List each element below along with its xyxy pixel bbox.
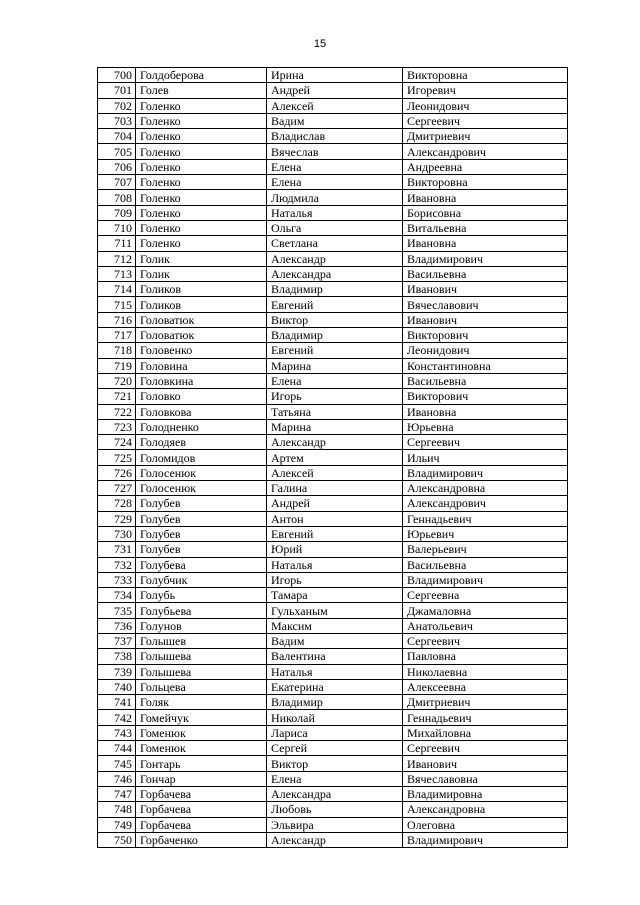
first-name: Владимир (267, 695, 403, 710)
last-name: Голубев (136, 496, 267, 511)
table-row (98, 282, 568, 297)
last-name: Голышева (136, 649, 267, 664)
table-row (98, 557, 568, 572)
first-name: Марина (267, 419, 403, 434)
patronymic: Джамаловна (403, 603, 568, 618)
patronymic: Геннадьевич (403, 511, 568, 526)
table-row (98, 465, 568, 480)
patronymic: Владимирович (403, 572, 568, 587)
last-name: Голубев (136, 511, 267, 526)
table-row (98, 511, 568, 526)
first-name: Евгений (267, 343, 403, 358)
patronymic: Владимирович (403, 465, 568, 480)
row-number: 748 (98, 802, 136, 817)
last-name: Голодяев (136, 435, 267, 450)
patronymic: Леонидович (403, 343, 568, 358)
patronymic: Сергеевич (403, 113, 568, 128)
row-number: 719 (98, 358, 136, 373)
first-name: Елена (267, 771, 403, 786)
first-name: Лариса (267, 725, 403, 740)
last-name: Горбаченко (136, 832, 267, 847)
table-row (98, 144, 568, 159)
table-row (98, 159, 568, 174)
patronymic: Олеговна (403, 817, 568, 832)
first-name: Наталья (267, 664, 403, 679)
patronymic: Викторовна (403, 175, 568, 190)
patronymic: Ивановна (403, 190, 568, 205)
first-name: Александр (267, 832, 403, 847)
first-name: Вадим (267, 633, 403, 648)
patronymic: Владимировна (403, 786, 568, 801)
last-name: Голяк (136, 695, 267, 710)
patronymic: Игоревич (403, 83, 568, 98)
row-number: 732 (98, 557, 136, 572)
patronymic: Николаевна (403, 664, 568, 679)
patronymic: Васильевна (403, 266, 568, 281)
last-name: Голик (136, 266, 267, 281)
row-number: 726 (98, 465, 136, 480)
last-name: Голубев (136, 526, 267, 541)
row-number: 744 (98, 741, 136, 756)
table-row (98, 220, 568, 235)
table-row (98, 695, 568, 710)
patronymic: Андреевна (403, 159, 568, 174)
table-row (98, 679, 568, 694)
last-name: Головина (136, 358, 267, 373)
first-name: Александра (267, 786, 403, 801)
patronymic: Александровна (403, 481, 568, 496)
last-name: Голубчик (136, 572, 267, 587)
patronymic: Дмитриевич (403, 129, 568, 144)
row-number: 728 (98, 496, 136, 511)
row-number: 733 (98, 572, 136, 587)
last-name: Голенко (136, 98, 267, 113)
patronymic: Сергеевна (403, 588, 568, 603)
table-row (98, 312, 568, 327)
patronymic: Леонидович (403, 98, 568, 113)
table-row (98, 419, 568, 434)
patronymic: Сергеевич (403, 633, 568, 648)
last-name: Гонтарь (136, 756, 267, 771)
table-row (98, 251, 568, 266)
first-name: Любовь (267, 802, 403, 817)
table-row (98, 266, 568, 281)
last-name: Голодненко (136, 419, 267, 434)
last-name: Голенко (136, 175, 267, 190)
first-name: Александра (267, 266, 403, 281)
table-row (98, 542, 568, 557)
patronymic: Владимирович (403, 251, 568, 266)
first-name: Галина (267, 481, 403, 496)
table-row (98, 832, 568, 847)
table-row (98, 175, 568, 190)
table-row (98, 297, 568, 312)
first-name: Евгений (267, 297, 403, 312)
first-name: Екатерина (267, 679, 403, 694)
table-row (98, 633, 568, 648)
first-name: Максим (267, 618, 403, 633)
table-row (98, 618, 568, 633)
row-number: 743 (98, 725, 136, 740)
first-name: Владимир (267, 328, 403, 343)
patronymic: Алексеевна (403, 679, 568, 694)
table-row (98, 725, 568, 740)
first-name: Наталья (267, 205, 403, 220)
last-name: Голев (136, 83, 267, 98)
first-name: Антон (267, 511, 403, 526)
row-number: 723 (98, 419, 136, 434)
last-name: Голубева (136, 557, 267, 572)
row-number: 700 (98, 68, 136, 83)
last-name: Голышева (136, 664, 267, 679)
last-name: Гоменюк (136, 741, 267, 756)
last-name: Голубев (136, 542, 267, 557)
last-name: Гоменюк (136, 725, 267, 740)
patronymic: Вячеславовна (403, 771, 568, 786)
patronymic: Иванович (403, 312, 568, 327)
first-name: Валентина (267, 649, 403, 664)
row-number: 731 (98, 542, 136, 557)
row-number: 710 (98, 220, 136, 235)
last-name: Голомидов (136, 450, 267, 465)
table-row (98, 404, 568, 419)
first-name: Татьяна (267, 404, 403, 419)
last-name: Голенко (136, 220, 267, 235)
patronymic: Александрович (403, 144, 568, 159)
patronymic: Ильич (403, 450, 568, 465)
row-number: 702 (98, 98, 136, 113)
row-number: 725 (98, 450, 136, 465)
row-number: 711 (98, 236, 136, 251)
patronymic: Викторович (403, 328, 568, 343)
first-name: Артем (267, 450, 403, 465)
table-row (98, 98, 568, 113)
table-row (98, 496, 568, 511)
last-name: Голенко (136, 129, 267, 144)
last-name: Горбачева (136, 786, 267, 801)
patronymic: Иванович (403, 756, 568, 771)
table-row (98, 649, 568, 664)
last-name: Головатюк (136, 312, 267, 327)
row-number: 730 (98, 526, 136, 541)
name-list-body (98, 68, 568, 848)
row-number: 720 (98, 373, 136, 388)
row-number: 729 (98, 511, 136, 526)
first-name: Ирина (267, 68, 403, 83)
patronymic: Викторовна (403, 68, 568, 83)
first-name: Андрей (267, 83, 403, 98)
table-row (98, 664, 568, 679)
first-name: Юрий (267, 542, 403, 557)
table-row (98, 710, 568, 725)
patronymic: Геннадьевич (403, 710, 568, 725)
patronymic: Александровна (403, 802, 568, 817)
patronymic: Юрьевич (403, 526, 568, 541)
row-number: 712 (98, 251, 136, 266)
table-row (98, 802, 568, 817)
page-number: 15 (313, 38, 327, 50)
last-name: Головкова (136, 404, 267, 419)
row-number: 738 (98, 649, 136, 664)
first-name: Андрей (267, 496, 403, 511)
first-name: Игорь (267, 389, 403, 404)
first-name: Сергей (267, 741, 403, 756)
row-number: 727 (98, 481, 136, 496)
table-row (98, 236, 568, 251)
row-number: 740 (98, 679, 136, 694)
row-number: 704 (98, 129, 136, 144)
first-name: Тамара (267, 588, 403, 603)
first-name: Елена (267, 159, 403, 174)
row-number: 701 (98, 83, 136, 98)
table-row (98, 389, 568, 404)
row-number: 741 (98, 695, 136, 710)
row-number: 706 (98, 159, 136, 174)
row-number: 734 (98, 588, 136, 603)
first-name: Гульханым (267, 603, 403, 618)
first-name: Людмила (267, 190, 403, 205)
patronymic: Дмитриевич (403, 695, 568, 710)
table-row (98, 771, 568, 786)
row-number: 746 (98, 771, 136, 786)
last-name: Голенко (136, 113, 267, 128)
first-name: Эльвира (267, 817, 403, 832)
row-number: 703 (98, 113, 136, 128)
patronymic: Константиновна (403, 358, 568, 373)
row-number: 715 (98, 297, 136, 312)
table-row (98, 190, 568, 205)
first-name: Евгений (267, 526, 403, 541)
patronymic: Борисовна (403, 205, 568, 220)
table-row (98, 526, 568, 541)
last-name: Голик (136, 251, 267, 266)
first-name: Алексей (267, 98, 403, 113)
patronymic: Ивановна (403, 404, 568, 419)
patronymic: Анатольевич (403, 618, 568, 633)
last-name: Голенко (136, 159, 267, 174)
patronymic: Сергеевич (403, 741, 568, 756)
patronymic: Михайловна (403, 725, 568, 740)
table-row (98, 450, 568, 465)
last-name: Голосенюк (136, 481, 267, 496)
first-name: Владислав (267, 129, 403, 144)
last-name: Голосенюк (136, 465, 267, 480)
name-list-table (97, 67, 568, 848)
patronymic: Иванович (403, 282, 568, 297)
table-row (98, 817, 568, 832)
row-number: 750 (98, 832, 136, 847)
row-number: 714 (98, 282, 136, 297)
patronymic: Сергеевич (403, 435, 568, 450)
last-name: Голышев (136, 633, 267, 648)
row-number: 742 (98, 710, 136, 725)
first-name: Владимир (267, 282, 403, 297)
last-name: Голубьева (136, 603, 267, 618)
row-number: 735 (98, 603, 136, 618)
first-name: Игорь (267, 572, 403, 587)
last-name: Горбачева (136, 802, 267, 817)
patronymic: Викторович (403, 389, 568, 404)
patronymic: Александрович (403, 496, 568, 511)
row-number: 709 (98, 205, 136, 220)
last-name: Гомейчук (136, 710, 267, 725)
table-row (98, 481, 568, 496)
last-name: Голиков (136, 297, 267, 312)
first-name: Вадим (267, 113, 403, 128)
last-name: Голенко (136, 144, 267, 159)
last-name: Головенко (136, 343, 267, 358)
patronymic: Вячеславович (403, 297, 568, 312)
patronymic: Витальевна (403, 220, 568, 235)
patronymic: Владимирович (403, 832, 568, 847)
row-number: 721 (98, 389, 136, 404)
row-number: 717 (98, 328, 136, 343)
last-name: Голенко (136, 205, 267, 220)
first-name: Светлана (267, 236, 403, 251)
last-name: Голунов (136, 618, 267, 633)
table-row (98, 83, 568, 98)
last-name: Головатюк (136, 328, 267, 343)
first-name: Виктор (267, 312, 403, 327)
table-row (98, 113, 568, 128)
row-number: 736 (98, 618, 136, 633)
last-name: Гончар (136, 771, 267, 786)
first-name: Ольга (267, 220, 403, 235)
first-name: Марина (267, 358, 403, 373)
last-name: Гольцева (136, 679, 267, 694)
row-number: 716 (98, 312, 136, 327)
first-name: Алексей (267, 465, 403, 480)
table-row (98, 588, 568, 603)
last-name: Головкина (136, 373, 267, 388)
row-number: 737 (98, 633, 136, 648)
row-number: 724 (98, 435, 136, 450)
patronymic: Валерьевич (403, 542, 568, 557)
row-number: 707 (98, 175, 136, 190)
table-row (98, 786, 568, 801)
first-name: Виктор (267, 756, 403, 771)
table-row (98, 205, 568, 220)
table-row (98, 358, 568, 373)
last-name: Голубь (136, 588, 267, 603)
first-name: Елена (267, 175, 403, 190)
table-row (98, 328, 568, 343)
last-name: Головко (136, 389, 267, 404)
row-number: 749 (98, 817, 136, 832)
row-number: 745 (98, 756, 136, 771)
table-row (98, 435, 568, 450)
last-name: Голиков (136, 282, 267, 297)
table-row (98, 129, 568, 144)
table-row (98, 756, 568, 771)
first-name: Вячеслав (267, 144, 403, 159)
row-number: 705 (98, 144, 136, 159)
row-number: 747 (98, 786, 136, 801)
patronymic: Юрьевна (403, 419, 568, 434)
patronymic: Павловна (403, 649, 568, 664)
last-name: Голдоберова (136, 68, 267, 83)
row-number: 722 (98, 404, 136, 419)
row-number: 718 (98, 343, 136, 358)
patronymic: Ивановна (403, 236, 568, 251)
row-number: 739 (98, 664, 136, 679)
patronymic: Васильевна (403, 373, 568, 388)
first-name: Елена (267, 373, 403, 388)
first-name: Наталья (267, 557, 403, 572)
table-row (98, 572, 568, 587)
table-row (98, 68, 568, 83)
first-name: Николай (267, 710, 403, 725)
patronymic: Васильевна (403, 557, 568, 572)
table-row (98, 343, 568, 358)
last-name: Голенко (136, 190, 267, 205)
last-name: Голенко (136, 236, 267, 251)
row-number: 708 (98, 190, 136, 205)
first-name: Александр (267, 251, 403, 266)
row-number: 713 (98, 266, 136, 281)
first-name: Александр (267, 435, 403, 450)
table-row (98, 603, 568, 618)
table-row (98, 741, 568, 756)
table-row (98, 373, 568, 388)
last-name: Горбачева (136, 817, 267, 832)
